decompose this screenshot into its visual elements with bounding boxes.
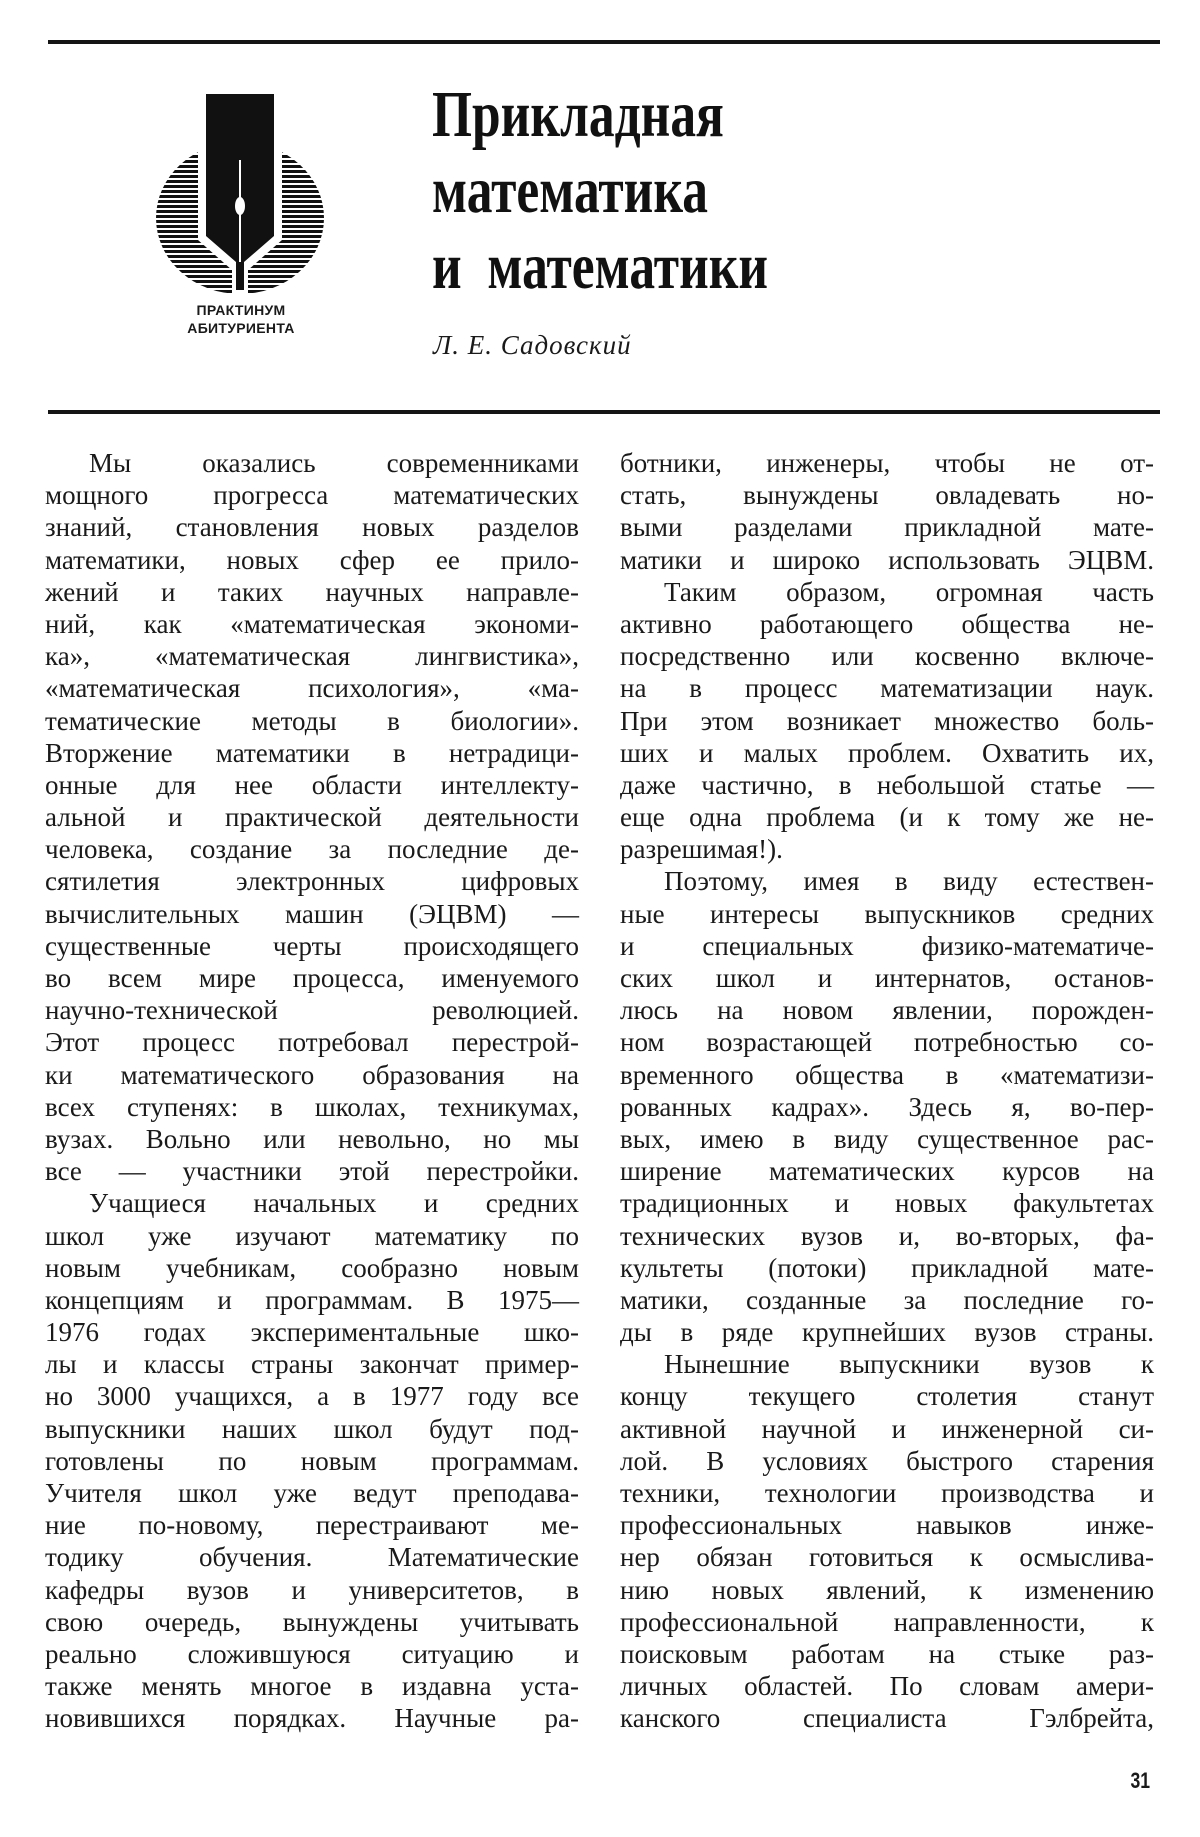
text-line: временного общества в «математизи- <box>620 1059 1154 1090</box>
text-line: концепциям и программам. В 1975— <box>45 1284 579 1315</box>
text-line: также менять многое в издавна уста- <box>45 1671 579 1702</box>
text-line: ний, как «математическая экономи- <box>45 608 579 639</box>
text-line: Этот процесс потребовал перестрой- <box>45 1027 579 1058</box>
text-line: Поэтому, имея в виду естествен- <box>664 866 1154 897</box>
text-line: матики, созданные за последние го- <box>620 1284 1154 1315</box>
text-line: вычислительных машин (ЭЦВМ) — <box>45 898 579 929</box>
text-line: профессиональной направленности, к <box>620 1606 1154 1637</box>
text-line: ды в ряде крупнейших вузов страны. <box>620 1317 1154 1348</box>
article-title-line1: Прикладная <box>432 78 724 151</box>
text-line: человека, создание за последние де- <box>45 834 579 865</box>
text-line: ные интересы выпускников средних <box>620 898 1154 929</box>
text-line: лой. В условиях быстрого старения <box>620 1445 1154 1476</box>
text-line: 1976 годах экспериментальные шко- <box>45 1317 579 1348</box>
text-line: научно-технической революцией. <box>45 995 579 1026</box>
text-line: канского специалиста Гэлбрейта, <box>620 1703 1154 1734</box>
text-line: традиционных и новых факультетах <box>620 1188 1154 1219</box>
text-line: мощного прогресса математических <box>45 480 579 511</box>
text-line: онные для нее области интеллекту- <box>45 769 579 800</box>
text-line: альной и практической деятельности <box>45 802 579 833</box>
text-line: тодику обучения. Математические <box>45 1542 579 1573</box>
rubric-label-line1: ПРАКТИНУМ <box>196 302 286 318</box>
text-line: лы и классы страны закончат пример- <box>45 1349 579 1380</box>
text-column-right <box>620 447 1154 1735</box>
text-line: даже частично, в небольшой статье — <box>620 769 1154 800</box>
text-line: выпускники наших школ будут под- <box>45 1413 579 1444</box>
text-line: Учителя школ уже ведут преподава- <box>45 1478 579 1508</box>
text-line: Нынешние выпускники вузов к <box>664 1349 1154 1380</box>
text-line: все — участники этой перестройки. <box>45 1156 579 1187</box>
text-line: выми разделами прикладной мате- <box>620 512 1154 543</box>
text-line: ширение математических курсов на <box>620 1156 1154 1187</box>
text-line: техники, технологии производства и <box>620 1478 1154 1508</box>
top-rule <box>48 40 1160 44</box>
article-title-line3: и математики <box>432 230 769 303</box>
text-line: вузах. Вольно или невольно, но мы <box>45 1123 579 1154</box>
text-line: ших и малых проблем. Охватить их, <box>620 737 1154 768</box>
text-line: ботники, инженеры, чтобы не от- <box>620 448 1154 478</box>
text-line: тематические методы в биологии». <box>45 705 579 736</box>
rubric-label-line2: АБИТУРИЕНТА <box>187 320 295 336</box>
text-line: ном возрастающей потребностью со- <box>620 1027 1154 1058</box>
text-line: Учащиеся начальных и средних <box>89 1188 579 1219</box>
text-line: личных областей. По словам амери- <box>620 1671 1154 1702</box>
text-line: вых, имею в виду существенное рас- <box>620 1123 1154 1154</box>
pen-nib-logo-icon <box>150 90 330 295</box>
text-line: но 3000 учащихся, а в 1977 году все <box>45 1381 579 1412</box>
header-bottom-rule <box>48 410 1160 414</box>
text-line: знаний, становления новых разделов <box>45 512 579 543</box>
text-line: новым учебникам, сообразно новым <box>45 1252 579 1283</box>
text-line: матики и широко использовать ЭЦВМ. <box>620 544 1154 575</box>
article-title-line2: математика <box>432 154 708 227</box>
text-line: на в процесс математизации наук. <box>620 673 1154 704</box>
page-number: 31 <box>1130 1768 1151 1793</box>
text-line: существенные черты происходящего <box>45 930 579 961</box>
text-line: свою очередь, вынуждены учитывать <box>45 1606 579 1637</box>
text-line: стать, вынуждены овладевать но- <box>620 480 1154 511</box>
text-line: «математическая психология», «ма- <box>45 673 579 704</box>
text-column-left <box>45 447 579 1735</box>
text-line: и специальных физико-математиче- <box>620 930 1154 961</box>
article-author: Л. Е. Садовский <box>433 330 632 360</box>
text-line: реально сложившуюся ситуацию и <box>45 1638 579 1669</box>
text-line: культеты (потоки) прикладной мате- <box>620 1252 1154 1283</box>
text-line: рованных кадрах». Здесь я, во-пер- <box>620 1091 1154 1122</box>
text-line: ки математического образования на <box>45 1059 579 1090</box>
text-line: ние по-новому, перестраивают ме- <box>45 1510 579 1541</box>
text-line: кафедры вузов и университетов, в <box>45 1574 579 1605</box>
text-line: активно работающего общества не- <box>620 608 1154 639</box>
text-line: нию новых явлений, к изменению <box>620 1574 1154 1605</box>
text-line: посредственно или косвенно включе- <box>620 641 1154 672</box>
text-line: поисковым работам на стыке раз- <box>620 1638 1154 1669</box>
text-line: профессиональных навыков инже- <box>620 1510 1154 1541</box>
text-line: сятилетия электронных цифровых <box>45 866 579 897</box>
text-line: ских школ и интернатов, останов- <box>620 963 1154 993</box>
text-line: концу текущего столетия станут <box>620 1381 1154 1412</box>
text-line: во всем мире процесса, именуемого <box>45 963 579 993</box>
text-line: технических вузов и, во-вторых, фа- <box>620 1220 1154 1251</box>
text-line: жений и таких научных направле- <box>45 576 579 607</box>
text-line: активной научной и инженерной си- <box>620 1413 1154 1444</box>
text-line: всех ступенях: в школах, техникумах, <box>45 1091 579 1122</box>
text-line: школ уже изучают математику по <box>45 1220 579 1251</box>
text-line: нер обязан готовиться к осмыслива- <box>620 1542 1154 1573</box>
text-line: люсь на новом явлении, порожден- <box>620 995 1154 1026</box>
text-line: ка», «математическая лингвистика», <box>45 641 579 672</box>
text-line: новившихся порядках. Научные ра- <box>45 1703 579 1734</box>
text-line: еще одна проблема (и к тому же не- <box>620 802 1154 833</box>
text-line: математики, новых сфер ее прило- <box>45 544 579 575</box>
text-line: разрешимая!). <box>620 834 783 865</box>
text-line: готовлены по новым программам. <box>45 1445 579 1476</box>
text-line: При этом возникает множество боль- <box>620 705 1154 736</box>
text-line: Мы оказались современниками <box>89 448 579 478</box>
text-line: Вторжение математики в нетрадици- <box>45 737 579 768</box>
text-line: Таким образом, огромная часть <box>664 576 1154 607</box>
